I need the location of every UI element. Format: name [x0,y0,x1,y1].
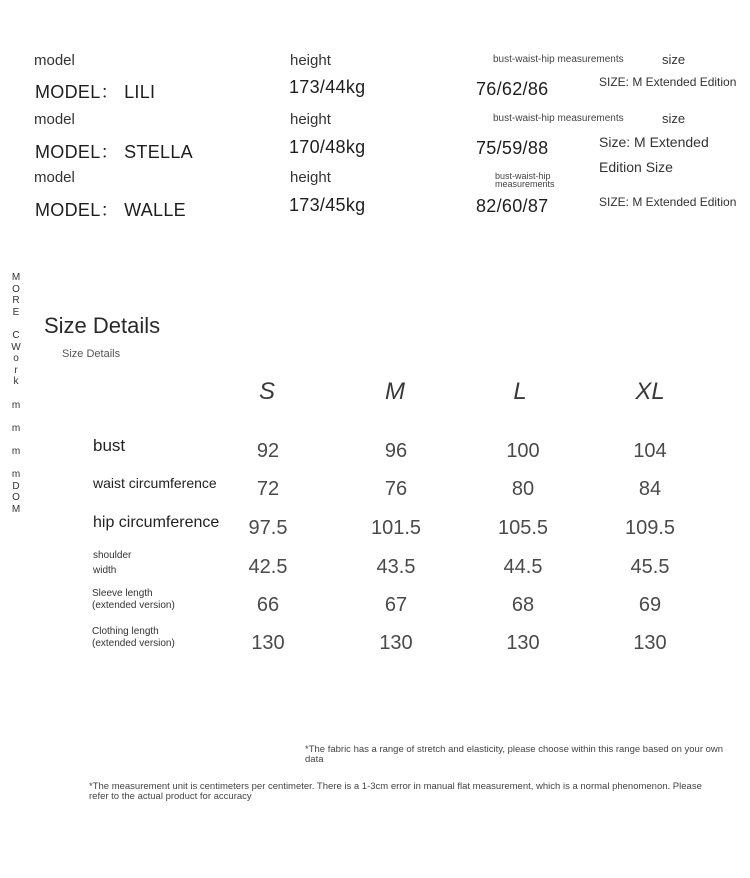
size-header: size [662,52,686,67]
model-height-stella: 170/48kg [289,137,366,157]
size-column-header-s: S [258,378,275,405]
table-cell: 97.5 [248,517,288,539]
model-height-lili: 173/44kg [289,77,366,97]
model-size-lili: SIZE: M Extended Edition [599,75,737,89]
table-cell: 96 [384,440,408,462]
size-column-header-m: M [385,378,405,405]
model-header: model [34,111,75,128]
model-name-lili: MODEL： LILI [35,82,156,102]
measurements-header: bust-waist-hip measurements [493,54,624,65]
table-cell: 84 [638,478,662,500]
measurement-note: *The measurement unit is centimeters per centimeter. There is a 1-3cm error in manual flat measurement, which is a normal phenomenon. Please refer to the actual product for accuracy [89,781,702,802]
row-label-clothing: Clothing length (extended version) [92,626,175,649]
row-label-hip: hip circumference [93,514,220,531]
model-size-stella-line2: Edition Size [599,159,673,175]
table-cell: 101.5 [370,517,422,539]
model-name-walle: MODEL： WALLE [35,200,186,220]
table-cell: 44.5 [503,556,543,578]
table-cell: 67 [384,594,408,616]
model-measurements-lili: 76/62/86 [476,79,549,99]
section-subtitle: Size Details [62,348,121,360]
table-cell: 100 [506,440,540,462]
model-name-stella: MODEL： STELLA [35,142,193,162]
table-cell: 72 [256,478,280,500]
table-cell: 69 [638,594,662,616]
table-cell: 45.5 [630,556,670,578]
table-cell: 109.5 [624,517,676,539]
model-height-walle: 173/45kg [289,195,366,215]
table-cell: 130 [251,632,285,654]
vertical-side-text: M O R E C W o r k m m m m D O M [11,272,21,515]
table-cell: 76 [384,478,408,500]
height-header: height [290,52,331,69]
table-cell: 92 [256,440,280,462]
size-header: size [662,111,686,126]
fabric-note: *The fabric has a range of stretch and elasticity, please choose within this range based on your own data [305,744,724,765]
section-title: Size Details [44,313,161,338]
table-cell: 130 [633,632,667,654]
table-cell: 130 [506,632,540,654]
row-label-bust: bust [93,436,126,455]
table-cell: 68 [511,594,535,616]
row-label-shoulder: shoulder width [93,550,132,576]
table-cell: 105.5 [497,517,549,539]
model-measurements-walle: 82/60/87 [476,196,549,216]
table-cell: 80 [511,478,535,500]
height-header: height [290,169,331,186]
table-cell: 104 [633,440,667,462]
measurements-header-line1: bust-waist-hip [495,171,551,181]
model-size-stella-line1: Size: M Extended [599,134,709,150]
row-label-waist: waist circumference [93,475,217,491]
size-column-header-l: L [513,378,527,405]
measurements-header: bust-waist-hip measurements [493,113,624,124]
table-cell: 130 [379,632,413,654]
model-measurements-stella: 75/59/88 [476,138,549,158]
model-header: model [34,52,75,69]
size-column-header-xl: XL [635,378,665,405]
table-cell: 43.5 [376,556,416,578]
row-label-sleeve: Sleeve length (extended version) [92,588,175,611]
model-header: model [34,169,75,186]
measurements-header-line2: measurements [495,179,555,189]
model-size-walle: SIZE: M Extended Edition [599,195,737,209]
table-cell: 66 [256,594,280,616]
height-header: height [290,111,331,128]
table-cell: 42.5 [248,556,288,578]
